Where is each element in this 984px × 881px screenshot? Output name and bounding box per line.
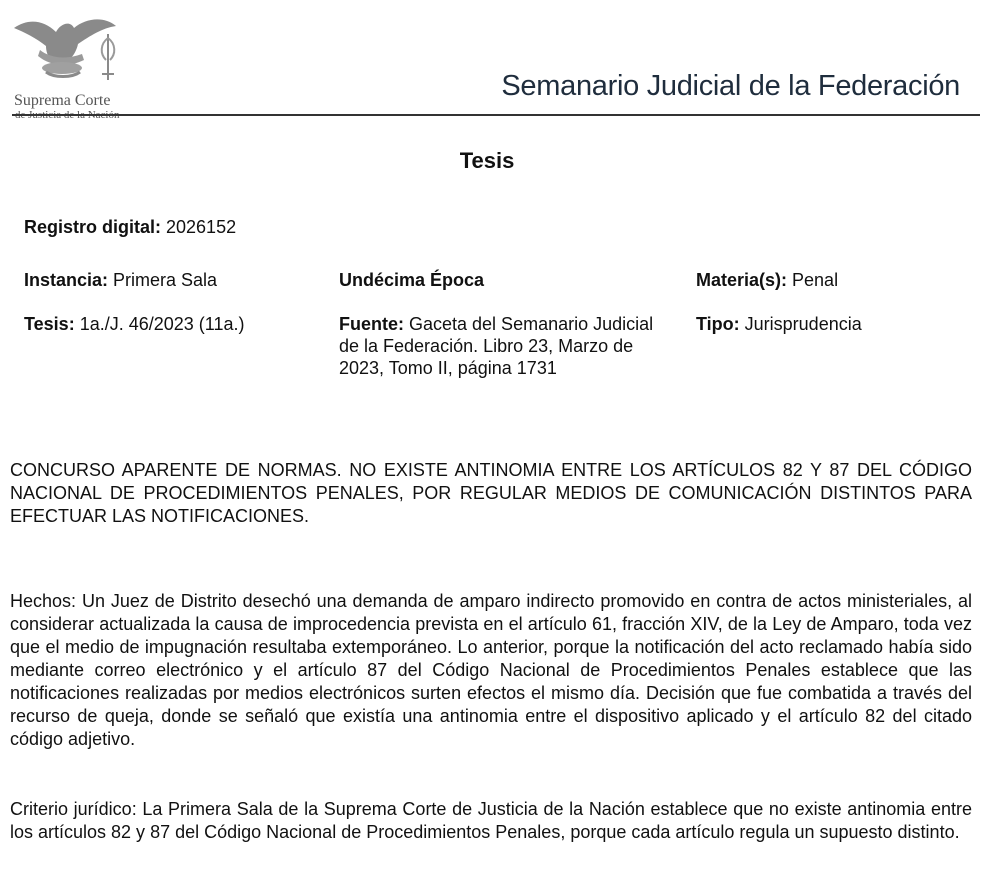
epoca: Undécima Época <box>339 270 485 290</box>
tesis-value: 1a./J. 46/2023 (11a.) <box>74 314 245 334</box>
criterio-paragraph: Criterio jurídico: La Primera Sala de la Suprema Corte de Justicia de la Nación establece que no existe antinomia entre los artículos 82 y 87 del Código Nacional de Procedimientos Penales, porque cada artículo regula un supuesto distinto. <box>10 799 972 842</box>
fuente-label: Fuente: <box>339 314 404 334</box>
tipo-value: Jurisprudencia <box>739 314 862 334</box>
tesis-rubro: CONCURSO APARENTE DE NORMAS. NO EXISTE ANTINOMIA ENTRE LOS ARTÍCULOS 82 Y 87 DEL CÓDIGO NACIONAL DE PROCEDIMIENTOS PENALES, POR REGULAR MEDIOS DE COMUNICACIÓN DISTINTOS PARA EFECTUAR LAS NOTIFICACIONES. <box>10 460 972 526</box>
registro-label: Registro digital: <box>24 217 162 237</box>
hechos-paragraph: Hechos: Un Juez de Distrito desechó una demanda de amparo indirecto promovido en contra de actos ministeriales, al considerar actualizada la causa de improcedencia prevista en el artículo 61, fracción XIV, de la Ley de Amparo, toda vez que el medio de impugnación resultaba extemporáneo. Lo anterior, porque la notificación del acto reclamado había sido mediante correo electrónico y el artículo 87 del Código Nacional de Procedimientos Penales establece que las notificaciones realizadas por medios electrónicos surten efectos el mismo día. Decisión que fue combatida a través del recurso de queja, donde se señaló que existía una antinomia entre el dispositivo aplicado y el artículo 82 del citado código adjetivo. <box>10 591 972 749</box>
tipo <box>696 313 862 335</box>
page-header <box>0 0 984 121</box>
tesis-number <box>24 313 244 335</box>
tesis-label: Tesis: <box>24 314 75 334</box>
instancia-label: Instancia: <box>24 270 109 290</box>
logo-subtitle: de Justicia de la Nación <box>15 109 120 121</box>
materia-value: Penal <box>787 270 839 290</box>
instancia-value: Primera Sala <box>108 270 218 290</box>
registro-value: 2026152 <box>161 217 237 237</box>
instancia <box>24 269 217 291</box>
tipo-label: Tipo: <box>696 314 740 334</box>
materia-label: Materia(s): <box>696 270 788 290</box>
logo-wordmark: Suprema Corte <box>14 92 111 109</box>
site-title: Semanario Judicial de la Federación <box>501 70 960 102</box>
registro-digital <box>24 216 236 238</box>
header-divider <box>12 114 980 116</box>
scjn-logo <box>10 14 140 121</box>
fuente-value: Gaceta del Semanario Judicial de la Federación. Libro 23, Marzo de 2023, Tomo II, página 1731 <box>339 314 654 378</box>
eagle-emblem-icon <box>10 14 120 84</box>
materia <box>696 269 838 291</box>
document-title: Tesis <box>459 148 515 173</box>
fuente <box>339 313 669 379</box>
